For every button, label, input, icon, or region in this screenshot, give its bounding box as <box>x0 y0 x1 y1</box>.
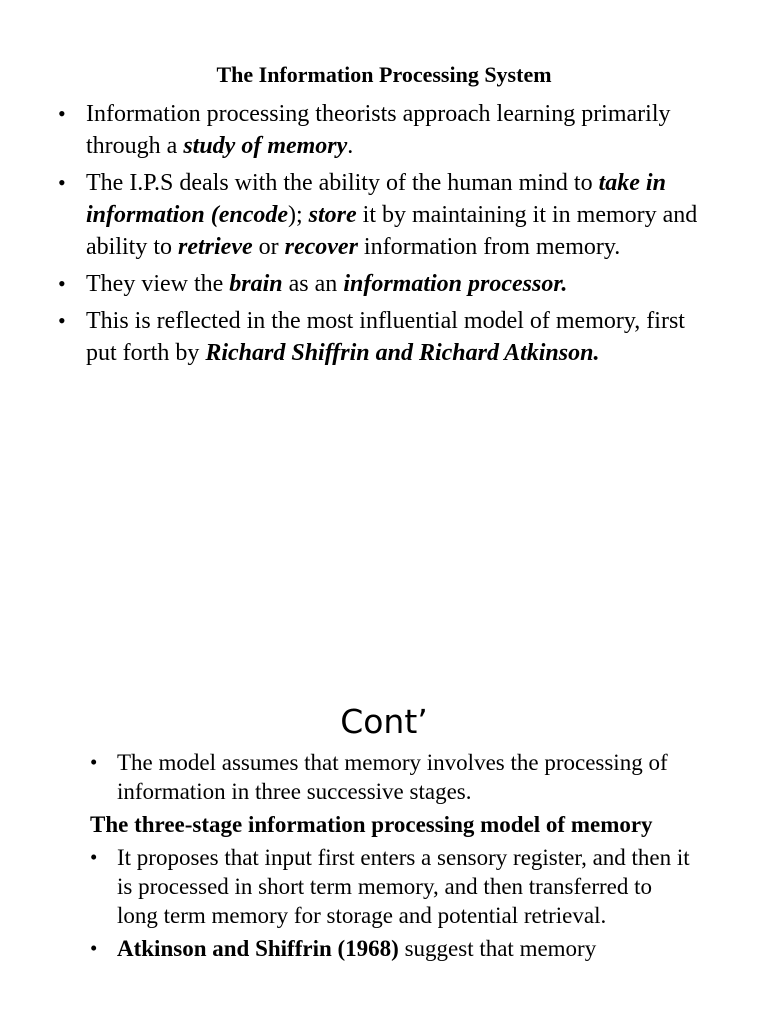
list-item: • The I.P.S deals with the ability of the human mind to take in information (encode); store it by maintaining it in memory and ability to retrieve or recover information from memory. <box>56 167 716 263</box>
list-item: • They view the brain as an information processor. <box>56 268 716 300</box>
list-item: • Information processing theorists approach learning primarily through a study of memory. <box>56 98 716 162</box>
slide-title: The Information Processing System <box>216 62 552 87</box>
slide2-bullet-list <box>90 748 690 967</box>
slide1-bullet-list <box>56 98 716 374</box>
section-subheading: The three-stage information processing model of memory <box>90 812 653 837</box>
list-item: • Atkinson and Shiffrin (1968) suggest that memory <box>90 934 690 963</box>
list-item: • It proposes that input first enters a sensory register, and then it is processed in short term memory, and then transferred to long term memory for storage and potential retrieval. <box>90 843 690 930</box>
list-item: • The model assumes that memory involves the processing of information in three successive stages. <box>90 748 690 806</box>
list-item: • This is reflected in the most influential model of memory, first put forth by Richard Shiffrin and Richard Atkinson. <box>56 305 716 369</box>
slide-title-cont: Cont’ <box>340 702 428 741</box>
